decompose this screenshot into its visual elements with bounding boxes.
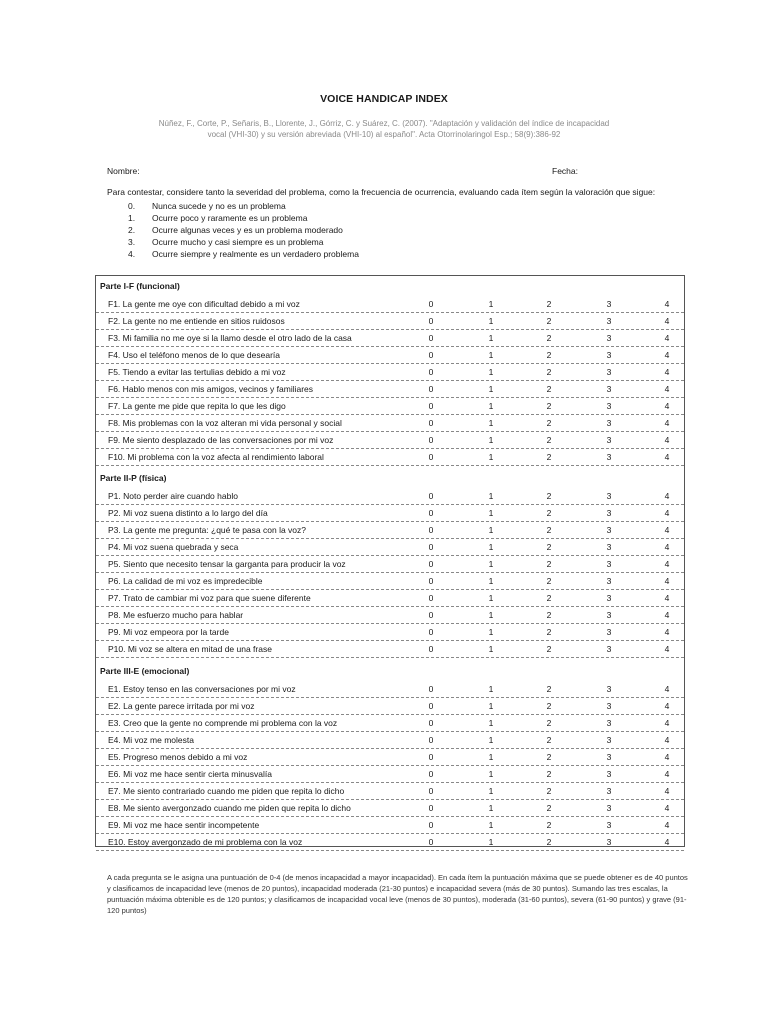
question-label: F9. Me siento desplazado de las conversaciones por mi voz <box>108 435 334 445</box>
question-row <box>96 766 684 783</box>
rating-option-0[interactable]: 0 <box>428 435 434 445</box>
rating-option-4[interactable]: 4 <box>664 701 670 711</box>
rating-option-1[interactable]: 1 <box>488 718 494 728</box>
rating-option-0[interactable]: 0 <box>428 803 434 813</box>
rating-option-3[interactable]: 3 <box>606 316 612 326</box>
rating-option-2[interactable]: 2 <box>546 769 552 779</box>
rating-option-1[interactable]: 1 <box>488 299 494 309</box>
rating-option-1[interactable]: 1 <box>488 701 494 711</box>
rating-option-2[interactable]: 2 <box>546 559 552 569</box>
rating-option-2[interactable]: 2 <box>546 803 552 813</box>
rating-option-0[interactable]: 0 <box>428 576 434 586</box>
nombre-label: Nombre: <box>107 166 140 176</box>
rating-option-0[interactable]: 0 <box>428 735 434 745</box>
rating-option-3[interactable]: 3 <box>606 718 612 728</box>
question-label: F8. Mis problemas con la voz alteran mi vida personal y social <box>108 418 342 428</box>
rating-option-2[interactable]: 2 <box>546 435 552 445</box>
rating-option-1[interactable]: 1 <box>488 435 494 445</box>
scale-number: 1. <box>128 213 136 223</box>
scale-text: Ocurre mucho y casi siempre es un problema <box>152 237 324 247</box>
rating-option-4[interactable]: 4 <box>664 627 670 637</box>
rating-option-1[interactable]: 1 <box>488 401 494 411</box>
page-title: VOICE HANDICAP INDEX <box>320 93 448 105</box>
rating-option-0[interactable]: 0 <box>428 701 434 711</box>
scale-item <box>128 248 359 260</box>
scale-text: Ocurre siempre y realmente es un verdadero problema <box>152 249 359 259</box>
rating-option-4[interactable]: 4 <box>664 350 670 360</box>
question-row <box>96 539 684 556</box>
question-label: P9. Mi voz empeora por la tarde <box>108 627 229 637</box>
rating-option-2[interactable]: 2 <box>546 418 552 428</box>
question-label: E4. Mi voz me molesta <box>108 735 194 745</box>
scale-number: 0. <box>128 201 136 211</box>
question-label: F4. Uso el teléfono menos de lo que desearía <box>108 350 280 360</box>
rating-option-3[interactable]: 3 <box>606 367 612 377</box>
rating-option-2[interactable]: 2 <box>546 837 552 847</box>
rating-option-4[interactable]: 4 <box>664 820 670 830</box>
citation: Núñez, F., Corte, P., Señaris, B., Llorente, J., Górriz, C. y Suárez, C. (2007). "Adaptación y validación del índice de incapacidad vocal (VHI-30) y su versión abreviada (VHI-10) al español". Acta Otorrinolaringol Esp.; 58(9):386-92 <box>158 119 610 139</box>
rating-option-1[interactable]: 1 <box>488 350 494 360</box>
rating-option-0[interactable]: 0 <box>428 718 434 728</box>
rating-option-3[interactable]: 3 <box>606 769 612 779</box>
rating-option-4[interactable]: 4 <box>664 735 670 745</box>
rating-option-1[interactable]: 1 <box>488 684 494 694</box>
rating-option-2[interactable]: 2 <box>546 752 552 762</box>
question-label: E6. Mi voz me hace sentir cierta minusvalía <box>108 769 272 779</box>
rating-option-2[interactable]: 2 <box>546 627 552 637</box>
question-row <box>96 749 684 766</box>
question-label: P5. Siento que necesito tensar la garganta para producir la voz <box>108 559 346 569</box>
rating-option-2[interactable]: 2 <box>546 718 552 728</box>
rating-option-3[interactable]: 3 <box>606 350 612 360</box>
rating-option-0[interactable]: 0 <box>428 452 434 462</box>
rating-option-4[interactable]: 4 <box>664 559 670 569</box>
rating-option-1[interactable]: 1 <box>488 367 494 377</box>
question-row <box>96 347 684 364</box>
scale-number: 4. <box>128 249 136 259</box>
rating-option-2[interactable]: 2 <box>546 576 552 586</box>
question-label: F3. Mi familia no me oye si la llamo desde el otro lado de la casa <box>108 333 352 343</box>
rating-option-3[interactable]: 3 <box>606 435 612 445</box>
question-row <box>96 834 684 851</box>
question-row <box>96 449 684 466</box>
rating-option-2[interactable]: 2 <box>546 333 552 343</box>
rating-option-2[interactable]: 2 <box>546 299 552 309</box>
rating-option-2[interactable]: 2 <box>546 491 552 501</box>
question-label: P4. Mi voz suena quebrada y seca <box>108 542 239 552</box>
rating-option-3[interactable]: 3 <box>606 837 612 847</box>
rating-option-0[interactable]: 0 <box>428 384 434 394</box>
question-row <box>96 732 684 749</box>
rating-option-0[interactable]: 0 <box>428 627 434 637</box>
rating-option-3[interactable]: 3 <box>606 401 612 411</box>
rating-option-3[interactable]: 3 <box>606 735 612 745</box>
question-label: P10. Mi voz se altera en mitad de una frase <box>108 644 272 654</box>
rating-option-3[interactable]: 3 <box>606 610 612 620</box>
rating-option-4[interactable]: 4 <box>664 491 670 501</box>
question-row <box>96 698 684 715</box>
rating-option-3[interactable]: 3 <box>606 299 612 309</box>
rating-option-4[interactable]: 4 <box>664 542 670 552</box>
question-row <box>96 505 684 522</box>
rating-option-2[interactable]: 2 <box>546 401 552 411</box>
question-row <box>96 641 684 658</box>
rating-option-1[interactable]: 1 <box>488 803 494 813</box>
rating-option-0[interactable]: 0 <box>428 350 434 360</box>
vhi-questionnaire-table <box>95 275 685 847</box>
rating-option-2[interactable]: 2 <box>546 684 552 694</box>
question-label: E1. Estoy tenso en las conversaciones por mi voz <box>108 684 296 694</box>
rating-option-4[interactable]: 4 <box>664 418 670 428</box>
question-label: P1. Noto perder aire cuando hablo <box>108 491 238 501</box>
question-row <box>96 381 684 398</box>
rating-option-0[interactable]: 0 <box>428 837 434 847</box>
rating-option-1[interactable]: 1 <box>488 610 494 620</box>
rating-option-4[interactable]: 4 <box>664 435 670 445</box>
rating-option-2[interactable]: 2 <box>546 820 552 830</box>
question-row <box>96 488 684 505</box>
rating-option-1[interactable]: 1 <box>488 542 494 552</box>
question-row <box>96 398 684 415</box>
rating-option-1[interactable]: 1 <box>488 786 494 796</box>
rating-option-3[interactable]: 3 <box>606 644 612 654</box>
rating-option-2[interactable]: 2 <box>546 384 552 394</box>
question-label: E2. La gente parece irritada por mi voz <box>108 701 255 711</box>
rating-option-3[interactable]: 3 <box>606 525 612 535</box>
rating-option-1[interactable]: 1 <box>488 752 494 762</box>
question-label: F10. Mi problema con la voz afecta al rendimiento laboral <box>108 452 324 462</box>
question-label: F2. La gente no me entiende en sitios ruidosos <box>108 316 285 326</box>
rating-option-1[interactable]: 1 <box>488 316 494 326</box>
rating-option-0[interactable]: 0 <box>428 508 434 518</box>
rating-option-4[interactable]: 4 <box>664 803 670 813</box>
rating-option-1[interactable]: 1 <box>488 769 494 779</box>
rating-option-1[interactable]: 1 <box>488 452 494 462</box>
question-label: P2. Mi voz suena distinto a lo largo del día <box>108 508 268 518</box>
rating-option-4[interactable]: 4 <box>664 525 670 535</box>
section-header: Parte III-E (emocional) <box>100 666 190 676</box>
rating-option-1[interactable]: 1 <box>488 418 494 428</box>
rating-option-0[interactable]: 0 <box>428 299 434 309</box>
rating-option-2[interactable]: 2 <box>546 452 552 462</box>
rating-option-4[interactable]: 4 <box>664 299 670 309</box>
question-label: F6. Hablo menos con mis amigos, vecinos y familiares <box>108 384 314 394</box>
rating-option-3[interactable]: 3 <box>606 508 612 518</box>
question-label: F7. La gente me pide que repita lo que les digo <box>108 401 286 411</box>
rating-option-4[interactable]: 4 <box>664 610 670 620</box>
rating-option-0[interactable]: 0 <box>428 491 434 501</box>
question-row <box>96 556 684 573</box>
rating-option-1[interactable]: 1 <box>488 491 494 501</box>
question-row <box>96 313 684 330</box>
rating-option-0[interactable]: 0 <box>428 367 434 377</box>
rating-option-3[interactable]: 3 <box>606 559 612 569</box>
question-row <box>96 590 684 607</box>
rating-option-4[interactable]: 4 <box>664 401 670 411</box>
rating-option-4[interactable]: 4 <box>664 316 670 326</box>
rating-option-1[interactable]: 1 <box>488 627 494 637</box>
rating-option-1[interactable]: 1 <box>488 525 494 535</box>
rating-option-4[interactable]: 4 <box>664 367 670 377</box>
scale-number: 3. <box>128 237 136 247</box>
question-label: P3. La gente me pregunta: ¿qué te pasa con la voz? <box>108 525 306 535</box>
rating-option-1[interactable]: 1 <box>488 820 494 830</box>
rating-option-3[interactable]: 3 <box>606 418 612 428</box>
question-label: P8. Me esfuerzo mucho para hablar <box>108 610 244 620</box>
scale-number: 2. <box>128 225 136 235</box>
scoring-footnote: A cada pregunta se le asigna una puntuación de 0-4 (de menos incapacidad a mayor incapacidad). En cada ítem la puntuación máxima que se puede obtener es de 40 puntos y clasificamos de incapacidad leve (menos de 20 puntos), incapacidad moderada (21-30 puntos) e incapacidad severa (más de 30 puntos). Sumando las tres escalas, la puntuación máxima obtenible es de 120 puntos; y clasificamos de incapacidad vocal leve (menos de 30 puntos), moderada (31-60 puntos), severa (61-90 puntos) y grave (91-120 puntos) <box>107 873 688 915</box>
rating-scale <box>128 200 359 260</box>
rating-option-0[interactable]: 0 <box>428 684 434 694</box>
rating-option-4[interactable]: 4 <box>664 593 670 603</box>
question-row <box>96 296 684 313</box>
question-label: E3. Creo que la gente no comprende mi problema con la voz <box>108 718 338 728</box>
question-row <box>96 432 684 449</box>
rating-option-3[interactable]: 3 <box>606 684 612 694</box>
rating-option-1[interactable]: 1 <box>488 593 494 603</box>
rating-option-4[interactable]: 4 <box>664 333 670 343</box>
rating-option-2[interactable]: 2 <box>546 316 552 326</box>
rating-option-2[interactable]: 2 <box>546 350 552 360</box>
rating-option-4[interactable]: 4 <box>664 644 670 654</box>
rating-option-4[interactable]: 4 <box>664 684 670 694</box>
rating-option-0[interactable]: 0 <box>428 525 434 535</box>
rating-option-1[interactable]: 1 <box>488 576 494 586</box>
rating-option-2[interactable]: 2 <box>546 644 552 654</box>
rating-option-2[interactable]: 2 <box>546 367 552 377</box>
rating-option-3[interactable]: 3 <box>606 542 612 552</box>
rating-option-3[interactable]: 3 <box>606 803 612 813</box>
rating-option-2[interactable]: 2 <box>546 593 552 603</box>
question-row <box>96 607 684 624</box>
rating-option-2[interactable]: 2 <box>546 735 552 745</box>
rating-option-0[interactable]: 0 <box>428 593 434 603</box>
rating-option-4[interactable]: 4 <box>664 452 670 462</box>
question-row <box>96 783 684 800</box>
rating-option-4[interactable]: 4 <box>664 576 670 586</box>
rating-option-4[interactable]: 4 <box>664 718 670 728</box>
rating-option-3[interactable]: 3 <box>606 627 612 637</box>
rating-option-0[interactable]: 0 <box>428 333 434 343</box>
rating-option-1[interactable]: 1 <box>488 508 494 518</box>
rating-option-3[interactable]: 3 <box>606 786 612 796</box>
scale-item <box>128 236 359 248</box>
rating-option-3[interactable]: 3 <box>606 333 612 343</box>
rating-option-3[interactable]: 3 <box>606 491 612 501</box>
scale-text: Ocurre poco y raramente es un problema <box>152 213 308 223</box>
rating-option-3[interactable]: 3 <box>606 752 612 762</box>
rating-option-0[interactable]: 0 <box>428 752 434 762</box>
rating-option-4[interactable]: 4 <box>664 786 670 796</box>
question-label: E8. Me siento avergonzado cuando me piden que repita lo dicho <box>108 803 351 813</box>
rating-option-2[interactable]: 2 <box>546 525 552 535</box>
rating-option-2[interactable]: 2 <box>546 542 552 552</box>
rating-option-3[interactable]: 3 <box>606 593 612 603</box>
rating-option-0[interactable]: 0 <box>428 401 434 411</box>
scale-text: Ocurre algunas veces y es un problema moderado <box>152 225 343 235</box>
rating-option-1[interactable]: 1 <box>488 735 494 745</box>
rating-option-4[interactable]: 4 <box>664 752 670 762</box>
scale-item <box>128 224 359 236</box>
question-label: F1. La gente me oye con dificultad debido a mi voz <box>108 299 300 309</box>
rating-option-2[interactable]: 2 <box>546 701 552 711</box>
question-row <box>96 715 684 732</box>
rating-option-4[interactable]: 4 <box>664 508 670 518</box>
question-label: F5. Tiendo a evitar las tertulias debido a mi voz <box>108 367 286 377</box>
rating-option-1[interactable]: 1 <box>488 559 494 569</box>
rating-option-3[interactable]: 3 <box>606 384 612 394</box>
rating-option-1[interactable]: 1 <box>488 333 494 343</box>
rating-option-0[interactable]: 0 <box>428 786 434 796</box>
rating-option-0[interactable]: 0 <box>428 316 434 326</box>
question-label: P7. Trato de cambiar mi voz para que suene diferente <box>108 593 311 603</box>
rating-option-3[interactable]: 3 <box>606 820 612 830</box>
rating-option-4[interactable]: 4 <box>664 837 670 847</box>
scale-item <box>128 212 359 224</box>
instructions: Para contestar, considere tanto la severidad del problema, como la frecuencia de ocurrencia, evaluando cada ítem según la valoración que sigue: <box>107 187 656 197</box>
rating-option-0[interactable]: 0 <box>428 820 434 830</box>
question-row <box>96 817 684 834</box>
rating-option-3[interactable]: 3 <box>606 452 612 462</box>
rating-option-2[interactable]: 2 <box>546 508 552 518</box>
rating-option-3[interactable]: 3 <box>606 576 612 586</box>
question-label: E7. Me siento contrariado cuando me piden que repita lo dicho <box>108 786 345 796</box>
rating-option-0[interactable]: 0 <box>428 644 434 654</box>
rating-option-1[interactable]: 1 <box>488 644 494 654</box>
rating-option-4[interactable]: 4 <box>664 769 670 779</box>
section-header: Parte II-P (física) <box>100 473 167 483</box>
fecha-label: Fecha: <box>552 166 578 176</box>
question-label: E9. Mi voz me hace sentir incompetente <box>108 820 260 830</box>
question-row <box>96 573 684 590</box>
section-header: Parte I-F (funcional) <box>100 281 180 291</box>
question-label: P6. La calidad de mi voz es impredecible <box>108 576 263 586</box>
rating-option-0[interactable]: 0 <box>428 610 434 620</box>
rating-option-0[interactable]: 0 <box>428 769 434 779</box>
rating-option-1[interactable]: 1 <box>488 384 494 394</box>
question-label: E10. Estoy avergonzado de mi problema con la voz <box>108 837 303 847</box>
rating-option-3[interactable]: 3 <box>606 701 612 711</box>
scale-text: Nunca sucede y no es un problema <box>152 201 286 211</box>
rating-option-2[interactable]: 2 <box>546 610 552 620</box>
rating-option-0[interactable]: 0 <box>428 559 434 569</box>
question-row <box>96 364 684 381</box>
question-row <box>96 800 684 817</box>
rating-option-0[interactable]: 0 <box>428 542 434 552</box>
rating-option-0[interactable]: 0 <box>428 418 434 428</box>
rating-option-2[interactable]: 2 <box>546 786 552 796</box>
scale-item <box>128 200 359 212</box>
question-label: E5. Progreso menos debido a mi voz <box>108 752 248 762</box>
rating-option-1[interactable]: 1 <box>488 837 494 847</box>
question-row <box>96 330 684 347</box>
question-row <box>96 681 684 698</box>
question-row <box>96 624 684 641</box>
rating-option-4[interactable]: 4 <box>664 384 670 394</box>
question-row <box>96 522 684 539</box>
question-row <box>96 415 684 432</box>
